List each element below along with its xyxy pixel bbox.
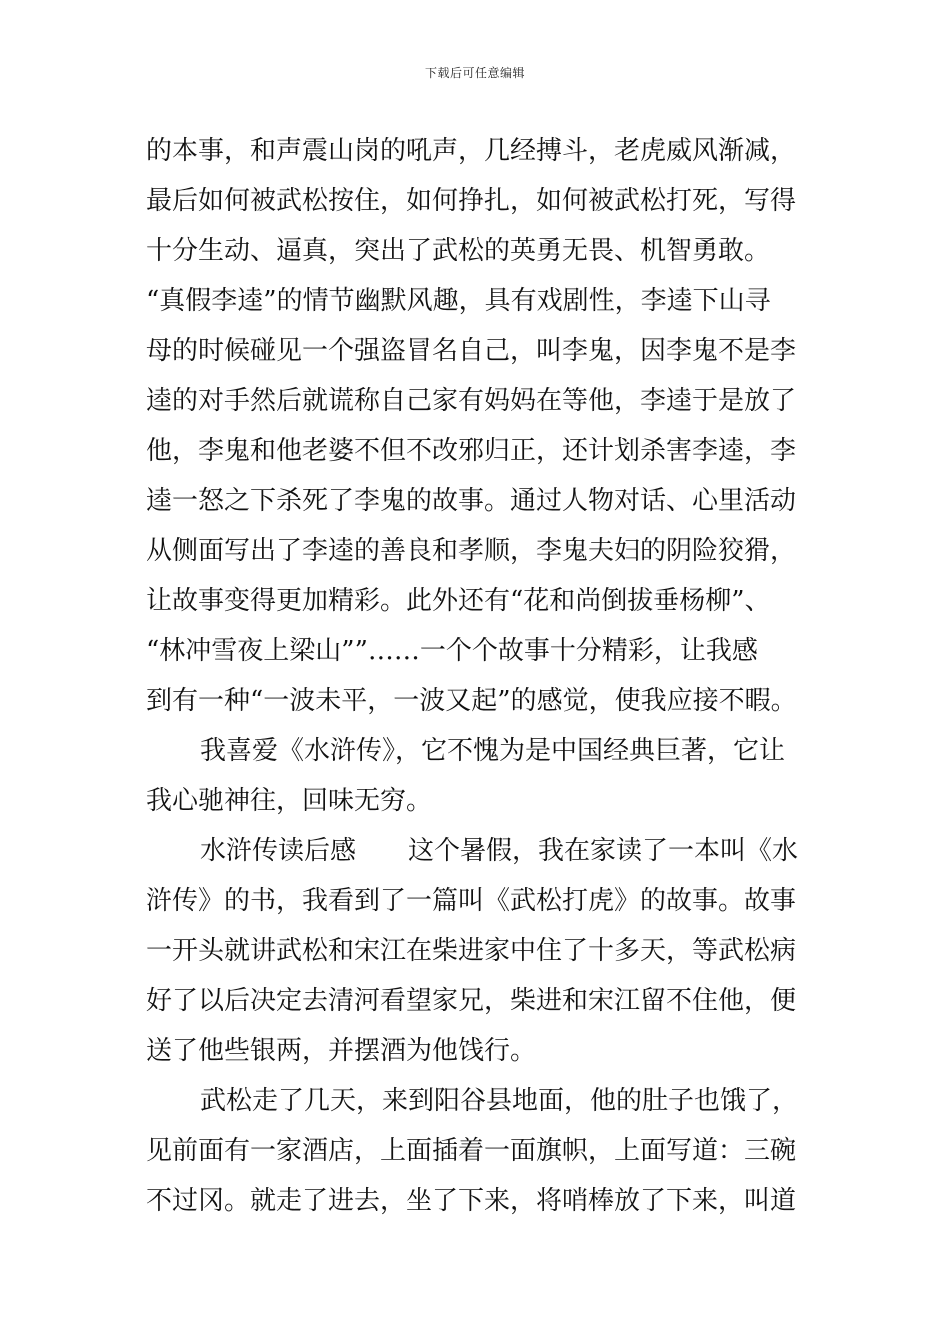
page-header: 下载后可任意编辑 <box>424 66 525 80</box>
text-line: “林冲雪夜上梁山””……一个个故事十分精彩，让我感 <box>146 636 758 666</box>
text-line: 让故事变得更加精彩。此外还有“花和尚倒拔垂杨柳”、 <box>146 586 771 616</box>
text-line: 最后如何被武松按住，如何挣扎，如何被武松打死，写得 <box>146 186 797 216</box>
text-line: 武松走了几天，来到阳谷县地面，他的肚子也饿了， <box>200 1086 799 1116</box>
text-line: 十分生动、逼真，突出了武松的英勇无畏、机智勇敢。 <box>146 236 771 266</box>
text-line: 见前面有一家酒店，上面插着一面旗帜，上面写道：三碗 <box>146 1136 797 1166</box>
text-line: 到有一种“一波未平，一波又起”的感觉，使我应接不暇。 <box>146 686 797 716</box>
document-body <box>146 126 810 1226</box>
text-line: 一开头就讲武松和宋江在柴进家中住了十多天，等武松病 <box>146 936 797 966</box>
text-line: 我喜爱《水浒传》，它不愧为是中国经典巨著，它让 <box>200 736 786 766</box>
text-line: 他，李鬼和他老婆不但不改邪归正，还计划杀害李逵，李 <box>146 436 797 466</box>
text-line: 浒传》的书，我看到了一篇叫《武松打虎》的故事。故事 <box>146 886 797 916</box>
text-line: 从侧面写出了李逵的善良和孝顺，李鬼夫妇的阴险狡猾， <box>146 536 797 566</box>
text-line: 不过冈。就走了进去，坐了下来，将哨棒放了下来，叫道 <box>146 1186 797 1216</box>
text-line: 母的时候碰见一个强盗冒名自己，叫李鬼，因李鬼不是李 <box>146 336 797 366</box>
text-line: 逵的对手然后就谎称自己家有妈妈在等他，李逵于是放了 <box>146 386 797 416</box>
text-line: 水浒传读后感 这个暑假，我在家读了一本叫《水 <box>200 836 799 866</box>
text-line: 送了他些银两，并摆酒为他饯行。 <box>146 1036 537 1066</box>
text-line: “真假李逵”的情节幽默风趣，具有戏剧性，李逵下山寻 <box>146 286 771 316</box>
text-line: 我心驰神往，回味无穷。 <box>146 786 433 816</box>
text-line: 好了以后决定去清河看望家兄，柴进和宋江留不住他，便 <box>146 986 797 1016</box>
text-line: 的本事，和声震山岗的吼声，几经搏斗，老虎威风渐减， <box>146 136 797 166</box>
text-line: 逵一怒之下杀死了李鬼的故事。通过人物对话、心里活动 <box>146 486 797 516</box>
